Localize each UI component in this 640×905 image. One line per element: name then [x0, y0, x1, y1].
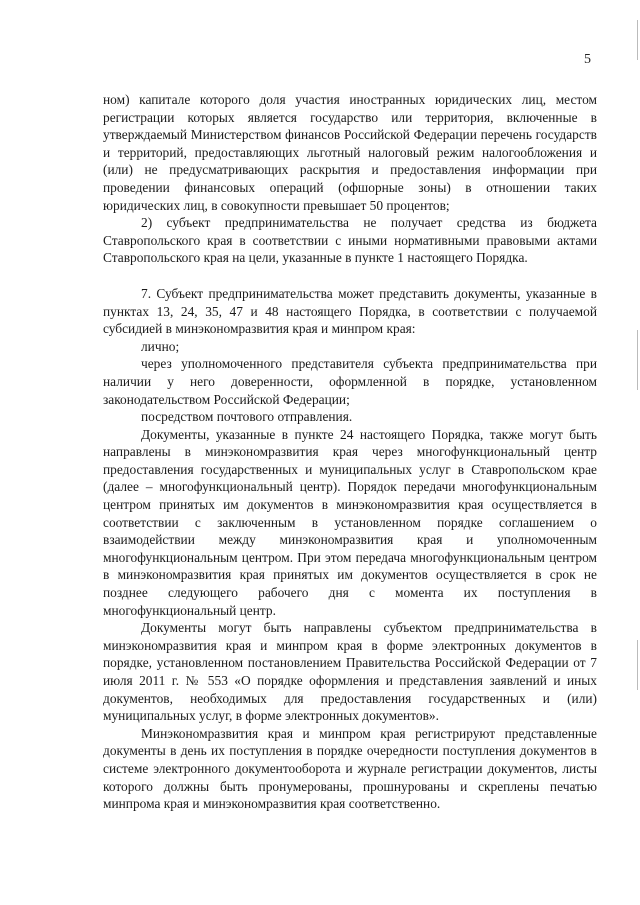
paragraph-continuation: ном) капитале которого доля участия иностранных юридических лиц, местом регистрации которых является государство или территория, включенные в утверждаемый Министерством финансов Российской Федерации перечень государств и территорий, предоставляющих льготный налоговый режим налогообложения и (или) не предусматривающих раскрытия и предоставления информации при проведении финансовых операций (офшорные зоны) в отношении таких юридических лиц, в совокупности превышает 50 процентов;	[103, 92, 597, 213]
page-number: 5	[584, 52, 591, 67]
paragraph-registration: Минэкономразвития края и минпром края регистрируют представленные документы в день их поступления в порядке очередности поступления документов в системе электронного документооборота и журнале регистрации документов, листы которого должны быть пронумерованы, прошнурованы и скреплены печатью минпрома края и минэкономразвития края соответственно.	[103, 725, 597, 812]
paragraph-mfc: Документы, указанные в пункте 24 настоящего Порядка, также могут быть направлены в минэкономразвития края через многофункциональный центр предоставления государственных и муниципальных услуг в Ставропольском крае (далее – многофункциональный центр). Порядок передачи многофункциональным центром принятых им документов в минэкономразвития края осуществляется в соответствии с заключенным в установленном порядке соглашением о взаимодействии между минэкономразвития края и уполномоченным многофункциональным центром. При этом передача многофункциональным центром в минэкономразвития края принятых им документов осуществляется в срок не позднее следующего рабочего дня с момента их поступления в многофункциональный центр.	[103, 426, 597, 618]
paragraph-item-7: 7. Субъект предпринимательства может представить документы, указанные в пунктах 13, 24, 35, 47 и 48 настоящего Порядка, в соответствии с получаемой субсидией в минэкономразвития края и минпром края:	[103, 285, 597, 337]
scan-edge-mark	[637, 20, 638, 60]
scan-edge-mark	[637, 330, 638, 390]
document-body	[103, 91, 597, 813]
paragraph-option-personally: лично;	[141, 338, 180, 354]
paragraph-electronic: Документы могут быть направлены субъектом предпринимательства в минэкономразвития края и минпром края в форме электронных документов в порядке, установленном постановлением Правительства Российской Федерации от 7 июля 2011 г. № 553 «О порядке оформления и представления заявлений и иных документов, необходимых для предоставления государственных и (или) муниципальных услуг, в форме электронных документов».	[103, 620, 597, 724]
scan-edge-mark	[637, 640, 638, 690]
paragraph-option-mail: посредством почтового отправления.	[141, 409, 353, 425]
paragraph-subitem-2: 2) субъект предпринимательства не получает средства из бюджета Ставропольского края в соответствии с иными нормативными правовыми актами Ставропольского края на цели, указанные в пункте 1 настоящего Порядка.	[103, 215, 597, 266]
paragraph-option-representative: через уполномоченного представителя субъекта предпринимательства при наличии у него доверенности, оформленной в порядке, установленном законодательством Российской Федерации;	[103, 356, 597, 407]
